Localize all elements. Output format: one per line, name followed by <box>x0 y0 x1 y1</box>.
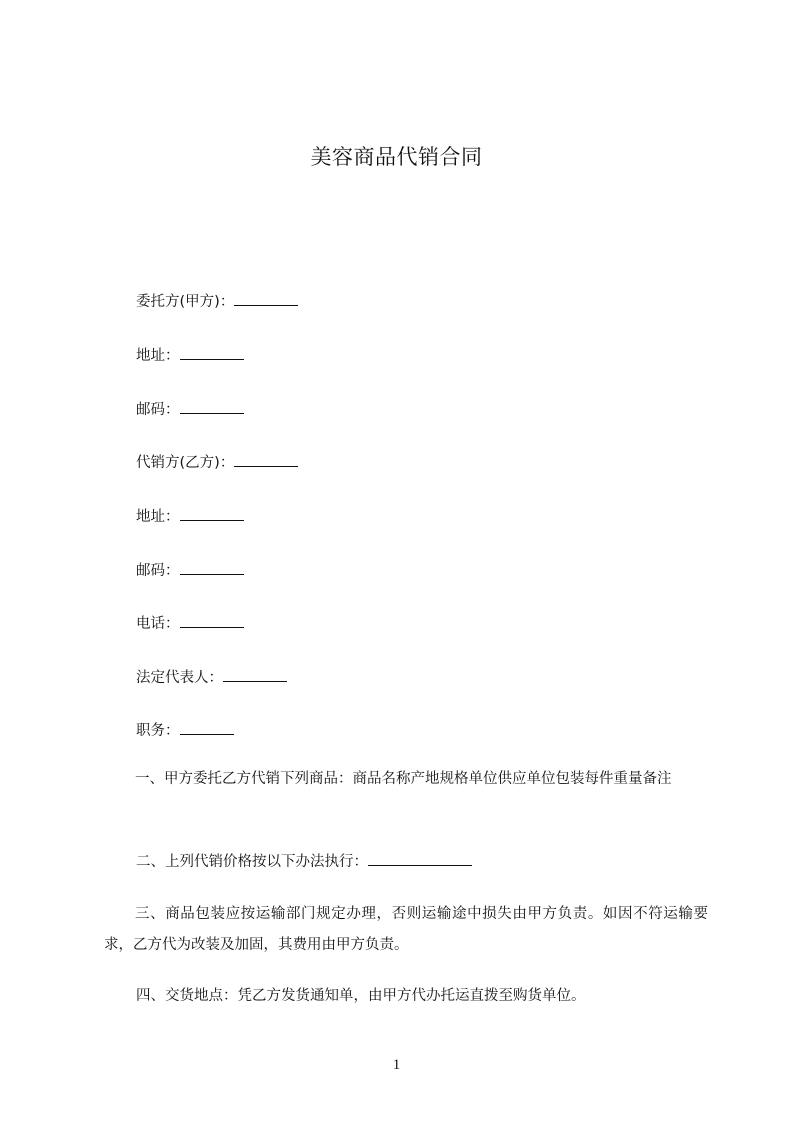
client-postcode-field <box>136 399 244 420</box>
blank-line <box>180 560 244 575</box>
clause-2 <box>136 851 472 872</box>
blank-line <box>234 452 298 467</box>
blank-line <box>180 345 244 360</box>
clause-1: 一、甲方委托乙方代销下列商品：商品名称产地规格单位供应单位包装每件重量备注 <box>135 771 672 787</box>
document-title: 美容商品代销合同 <box>310 145 483 169</box>
page-number: 1 <box>392 1057 401 1073</box>
field-label: 邮码： <box>136 563 180 579</box>
field-label: 邮码： <box>136 402 180 418</box>
blank-line <box>180 720 234 735</box>
blank-line <box>180 506 244 521</box>
field-label: 电话： <box>136 616 180 632</box>
clause-3: 三、商品包装应按运输部门规定办理，否则运输途中损失由甲方负责。如因不符运输要求，乙方代为改装及加固，其费用由甲方负责。 <box>104 906 708 953</box>
clause-2-text: 二、上列代销价格按以下办法执行： <box>136 854 368 870</box>
blank-line <box>368 851 472 866</box>
legal-representative-field <box>136 667 287 688</box>
clause-4: 四、交货地点：凭乙方发货通知单，由甲方代办托运直拨至购货单位。 <box>136 988 586 1004</box>
client-address-field <box>136 345 244 366</box>
agent-postcode-field <box>136 560 244 581</box>
blank-line <box>234 291 298 306</box>
field-label: 地址： <box>136 509 180 525</box>
blank-line <box>223 667 287 682</box>
field-label: 职务： <box>136 723 180 739</box>
field-label: 代销方(乙方)： <box>136 455 235 471</box>
field-label: 委托方(甲方)： <box>136 294 235 310</box>
position-field <box>136 720 234 741</box>
agent-party-field <box>136 452 298 473</box>
phone-field <box>136 613 244 634</box>
agent-address-field <box>136 506 244 527</box>
field-label: 地址： <box>136 348 180 364</box>
blank-line <box>180 613 244 628</box>
field-label: 法定代表人： <box>136 670 223 686</box>
blank-line <box>180 399 244 414</box>
client-party-field <box>136 291 298 312</box>
